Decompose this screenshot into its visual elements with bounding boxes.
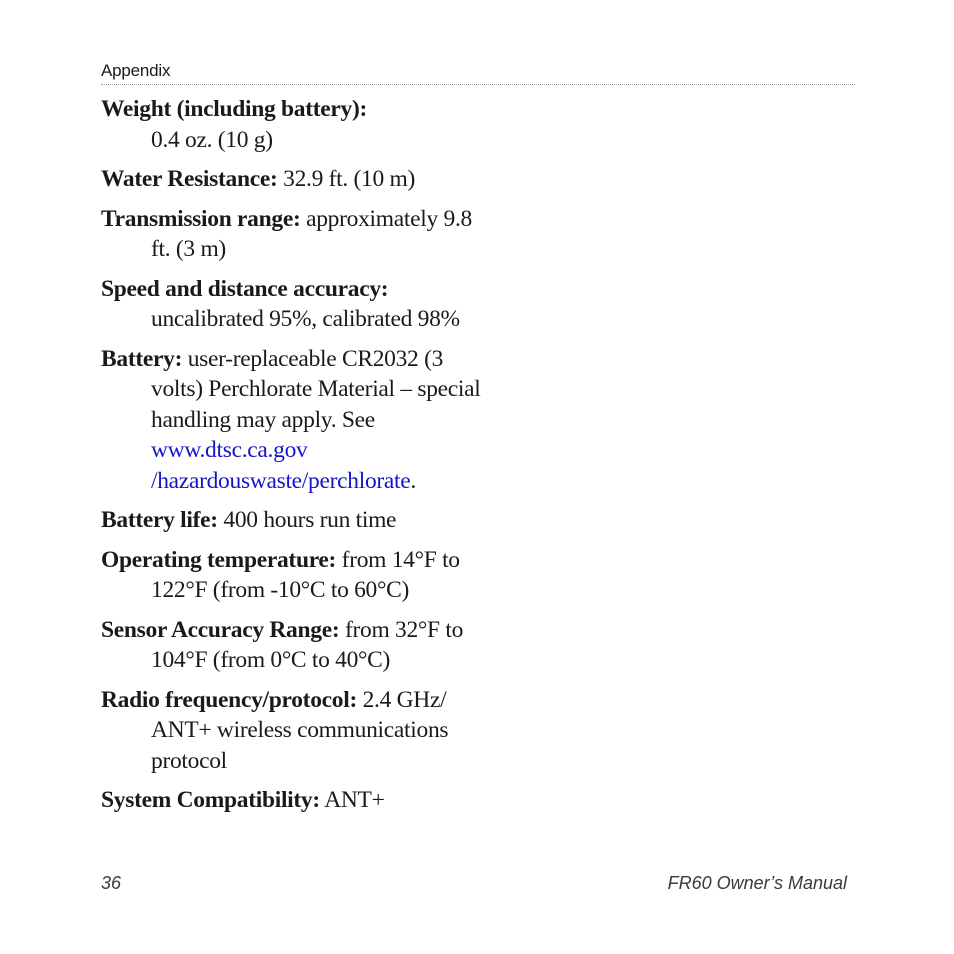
- spec-operating-temperature: [101, 545, 481, 606]
- spec-sensor-accuracy-range: [101, 615, 481, 676]
- spec-term: Operating temperature:: [101, 546, 337, 573]
- spec-weight: [101, 94, 481, 155]
- spec-term: Water Resistance:: [101, 166, 278, 192]
- spec-term: Battery life:: [101, 507, 218, 533]
- spec-term: Weight (including battery):: [101, 96, 368, 122]
- section-header: Appendix: [101, 61, 171, 80]
- spec-value: 0.4 oz. (10 g): [151, 126, 273, 153]
- spec-value: user-replaceable CR2032 (3 volts) Perchlorate Material – special handling may apply. See: [151, 345, 481, 433]
- spec-value: from 14°F to 122°F (from -10°C to 60°C): [151, 546, 460, 603]
- spec-term: Radio frequency/protocol:: [101, 686, 357, 713]
- header-divider: [101, 84, 855, 85]
- specifications-list: [101, 94, 481, 825]
- spec-system-compatibility: [101, 785, 481, 816]
- spec-term: Speed and distance accuracy:: [101, 275, 389, 302]
- spec-radio-frequency: [101, 685, 481, 777]
- link-line-2[interactable]: /hazardouswaste/perchlorate: [151, 467, 411, 494]
- spec-speed-distance-accuracy: [101, 274, 481, 335]
- spec-value: 400 hours run time: [223, 507, 397, 533]
- manual-title: FR60 Owner’s Manual: [667, 873, 847, 893]
- spec-value: 32.9 ft. (10 m): [283, 166, 416, 192]
- spec-value: from 32°F to 104°F (from 0°C to 40°C): [151, 616, 464, 673]
- spec-term: System Compatibility:: [101, 787, 320, 813]
- spec-term: Battery:: [101, 345, 183, 372]
- spec-transmission-range: [101, 204, 481, 265]
- spec-battery-life: [101, 505, 481, 536]
- spec-water-resistance: [101, 164, 481, 195]
- link-suffix: .: [410, 467, 416, 494]
- spec-value: 2.4 GHz/ ANT+ wireless communications protocol: [151, 686, 449, 774]
- perchlorate-link[interactable]: [151, 437, 410, 494]
- spec-term: Transmission range:: [101, 205, 301, 232]
- spec-value: uncalibrated 95%, calibrated 98%: [151, 306, 460, 332]
- spec-value: approximately 9.8 ft. (3 m): [151, 205, 472, 262]
- link-line-1[interactable]: www.dtsc.ca.gov: [151, 437, 308, 463]
- spec-battery: [101, 344, 481, 497]
- spec-term: Sensor Accuracy Range:: [101, 616, 340, 643]
- page-number: 36: [101, 873, 122, 893]
- spec-value: ANT+: [324, 787, 385, 813]
